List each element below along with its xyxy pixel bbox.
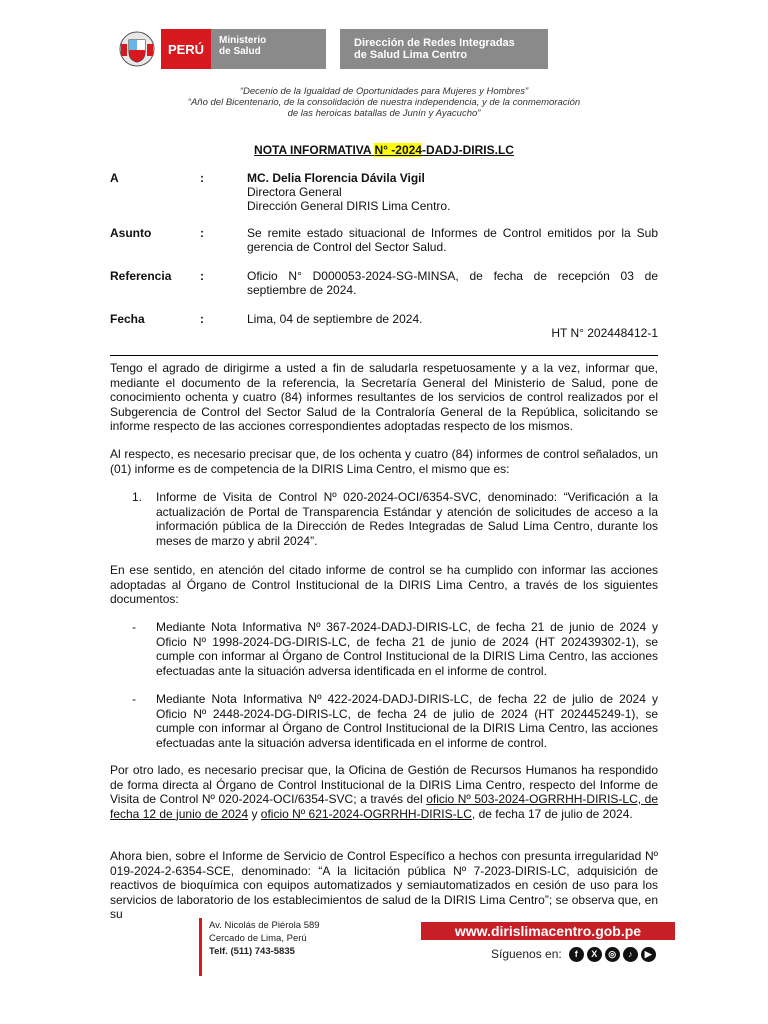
date-row: Fecha : Lima, 04 de septiembre de 2024. xyxy=(110,312,658,328)
list-item: Informe de Visita de Control Nº 020-2024-OCI/6354-SVC, denominado: “Verificación a la actualización de Portal de Transparencia Estándar y atención de solicitudes de acceso a la información pública de la Dirección de Redes Integradas de Salud Lima Centro, durante los meses de marzo y abril 2024”. xyxy=(156,490,658,548)
footer-address: Av. Nicolás de Piérola 589 Cercado de Lima, Perú Telf. (511) 743-5835 xyxy=(209,920,320,957)
peru-label: PERÚ xyxy=(161,29,211,69)
reference-label: Referencia xyxy=(110,269,172,283)
ministerio-label: Ministerio de Salud xyxy=(219,35,267,57)
reference-row: Referencia : Oficio N° D000053-2024-SG-MINSA, de fecha de recepción 03 de septiembre de 2024. xyxy=(110,269,658,297)
subject-label: Asunto xyxy=(110,226,152,240)
recipient-row: A : MC. Delia Florencia Dávila Vigil Directora General Dirección General DIRIS Lima Centro. xyxy=(110,171,658,215)
date-label: Fecha xyxy=(110,312,145,326)
reference-link-oficio-503: oficio Nº 503-2024-OGRRHH-DIRIS-LC, de fecha 12 de junio de 2024 xyxy=(110,792,659,821)
paragraph-sentido: En ese sentido, en atención del citado informe de control se ha cumplido con informar las acciones adoptadas al Órgano de Control Institucional de la DIRIS Lima Centro, a través de los siguientes documentos: xyxy=(110,563,658,606)
x-icon: X xyxy=(587,947,602,962)
list-item: Mediante Nota Informativa Nº 367-2024-DADJ-DIRIS-LC, de fecha 21 de junio de 2024 y Oficio Nº 1998-2024-DG-DIRIS-LC, de fecha 21 de junio de 2024 (HT 202439302-1), se cumple con informar al Órgano de Control Institucional de la DIRIS Lima Centro, las acciones efectuadas ante la situación adversa identificada en el informe de control. xyxy=(156,620,658,678)
letterhead xyxy=(118,28,548,72)
document-title: NOTA INFORMATIVA N° -2024-DADJ-DIRIS.LC xyxy=(254,143,514,157)
youtube-icon: ▶ xyxy=(641,947,656,962)
tracking-number: HT N° 202448412-1 xyxy=(551,326,658,340)
list-item: Mediante Nota Informativa Nº 422-2024-DADJ-DIRIS-LC, de fecha 22 de julio de 2024 y Oficio Nº 2448-2024-DG-DIRIS-LC, de fecha 24 de julio de 2024 (HT 202445249-1), se cumple con informar al Órgano de Control Institucional de la DIRIS Lima Centro, las acciones efectuadas ante la situación adversa identificada en el informe de control. xyxy=(156,692,658,750)
tiktok-icon: ♪ xyxy=(623,947,638,962)
follow-label: Síguenos en: xyxy=(491,947,562,961)
divider xyxy=(110,355,658,356)
paragraph-respecto: Al respecto, es necesario precisar que, de los ochenta y cuatro (84) informes de control señalados, un (01) informe es de competencia de la DIRIS Lima Centro, el mismo que es: xyxy=(110,447,658,476)
title-highlight: N° -2024 xyxy=(374,143,422,157)
reference-link-oficio-621: oficio Nº 621-2024-OGRRHH-DIRIS-LC xyxy=(260,806,472,821)
facebook-icon: f xyxy=(569,947,584,962)
website-banner: www.dirislimacentro.gob.pe xyxy=(421,922,675,940)
date-value: Lima, 04 de septiembre de 2024. xyxy=(247,312,423,326)
recipient-value: MC. Delia Florencia Dávila Vigil Directora General Dirección General DIRIS Lima Centro. xyxy=(247,171,451,213)
reference-value: Oficio N° D000053-2024-SG-MINSA, de fecha de recepción 03 de septiembre de 2024. xyxy=(247,269,658,297)
footer-divider xyxy=(199,918,202,976)
ministry-logo xyxy=(161,29,326,69)
paragraph-intro: Tengo el agrado de dirigirme a usted a fin de saludarla respetuosamente y a la vez, informar que, mediante el documento de la referencia, la Secretaría General del Ministerio de Salud, pone de conocimiento ochenta y cuatro (84) informes resultantes de los servicios de control realizados por el Subgerencia de Control del Sector Salud de la Contraloría General de la República, solicitando se informe respecto de las acciones correspondientes adoptadas respecto de los mismos. xyxy=(110,361,658,433)
social-follow xyxy=(491,945,656,963)
bullet-dash: - xyxy=(132,620,136,634)
bullet-dash: - xyxy=(132,692,136,706)
recipient-label: A xyxy=(110,171,119,185)
diris-logo: Dirección de Redes Integradas de Salud Lima Centro xyxy=(340,29,548,69)
paragraph-scE: Ahora bien, sobre el Informe de Servicio de Control Específico a hechos con presunta irregularidad Nº 019-2024-2-6354-SCE, denominado: “A la licitación pública Nº 7-2023-DIRIS-LC, adquisición de reactivos de bioquímica con equipos automatizados y semiautomatizados en cesión de uso para los servicios de laboratorio de los establecimientos de salud de la DIRIS Lima Centro”; se observa que, en su xyxy=(110,849,658,921)
subject-value: Se remite estado situacional de Informes de Control emitidos por la Sub gerencia de Control del Sector Salud. xyxy=(247,226,658,254)
instagram-icon: ◎ xyxy=(605,947,620,962)
list-number: 1. xyxy=(132,490,143,504)
paragraph-rrhh: Por otro lado, es necesario precisar que, la Oficina de Gestión de Recursos Humanos ha respondido de forma directa al Órgano de Control Institucional de la DIRIS Lima Centro, respecto del Informe de Visita de Control Nº 020-2024-OCI/6354-SVC; a través del oficio Nº 503-2024-OGRRHH-DIRIS-LC, de fecha 12 de junio de 2024 y oficio Nº 621-2024-OGRRHH-DIRIS-LC, de fecha 17 de julio de 2024. xyxy=(110,763,659,821)
coat-of-arms-icon xyxy=(118,30,156,68)
subject-row: Asunto : Se remite estado situacional de Informes de Control emitidos por la Sub gerencia de Control del Sector Salud. xyxy=(110,226,658,254)
motto: “Decenio de la Igualdad de Oportunidades para Mujeres y Hombres” “Año del Bicentenario, de la consolidación de nuestra independencia, y de la conmemoración de las heroicas batallas de Junín y Ayacucho” xyxy=(187,86,581,119)
